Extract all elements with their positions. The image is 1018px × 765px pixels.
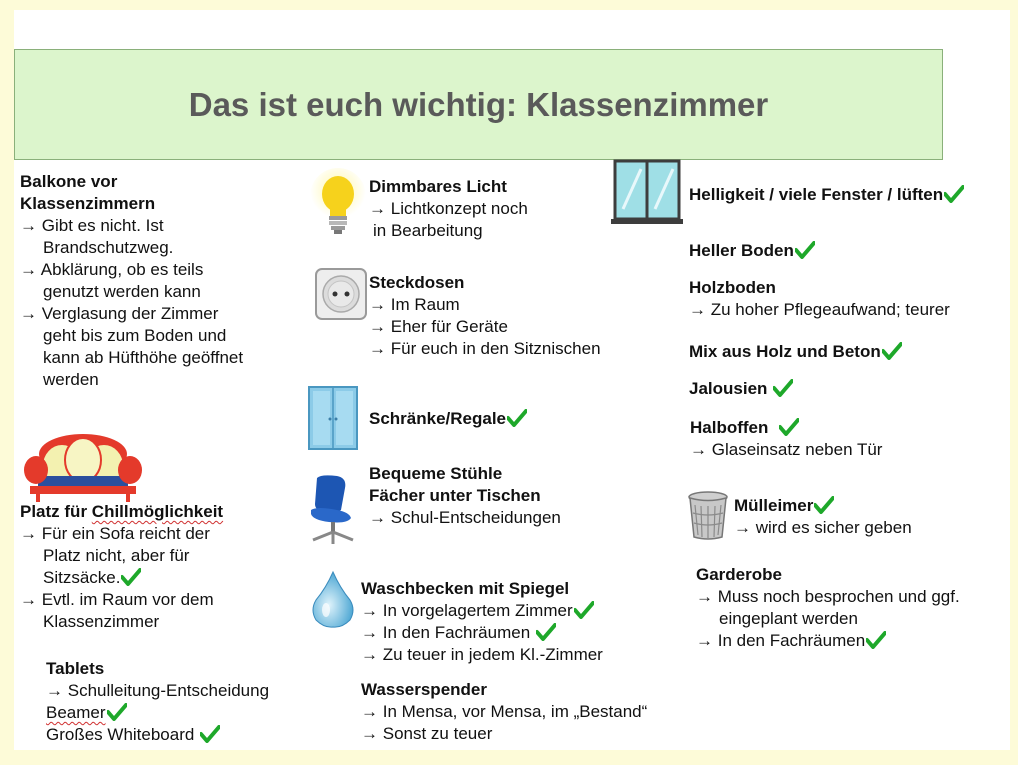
chair-icon bbox=[307, 474, 359, 546]
mix-block bbox=[689, 341, 902, 363]
arrow-icon: → bbox=[20, 304, 37, 323]
arrow-icon: → bbox=[369, 295, 386, 314]
licht-heading: Dimmbares Licht bbox=[369, 177, 507, 196]
lightbulb-icon bbox=[310, 166, 366, 242]
arrow-icon: → bbox=[690, 440, 707, 459]
arrow-icon: → bbox=[46, 681, 63, 700]
halboffen-block: Halboffen → Glaseinsatz neben Tür bbox=[690, 418, 883, 459]
mix-heading: Mix aus Holz und Beton bbox=[689, 342, 881, 361]
arrow-icon: → bbox=[369, 317, 386, 336]
arrow-icon: → bbox=[734, 518, 751, 537]
arrow-icon: → bbox=[689, 300, 706, 319]
checkmark-icon bbox=[814, 496, 834, 514]
checkmark-icon bbox=[121, 568, 141, 586]
heller-boden-heading: Heller Boden bbox=[689, 241, 794, 260]
helligkeit-heading: Helligkeit / viele Fenster / lüften bbox=[689, 185, 944, 204]
arrow-icon: → bbox=[20, 260, 37, 279]
holzboden-block: Holzboden → Zu hoher Pflegeaufwand; teurer bbox=[689, 278, 950, 319]
sofa-icon bbox=[24, 432, 142, 506]
whiteboard-label: Großes Whiteboard bbox=[46, 725, 195, 744]
checkmark-icon bbox=[507, 409, 527, 427]
balkone-heading-2: Klassenzimmern bbox=[20, 194, 156, 213]
helligkeit-block bbox=[689, 184, 964, 206]
checkmark-icon bbox=[773, 379, 793, 397]
stuehle-heading: Bequeme Stühle bbox=[369, 464, 503, 483]
steckdosen-block: Steckdosen → Im Raum → Eher für Geräte → Für euch in den Sitznischen bbox=[369, 273, 601, 358]
slide bbox=[14, 10, 1010, 750]
stuehle-block: Bequeme Stühle Fächer unter Tischen → Schul-Entscheidungen bbox=[369, 464, 561, 527]
holzboden-heading: Holzboden bbox=[689, 278, 776, 297]
checkmark-icon bbox=[107, 703, 127, 721]
arrow-icon: → bbox=[361, 724, 378, 743]
licht-block: Dimmbares Licht → Lichtkonzept noch in Bearbeitung bbox=[369, 177, 528, 240]
arrow-icon: → bbox=[361, 601, 378, 620]
muell-block: Mülleimer → wird es sicher geben bbox=[734, 496, 912, 537]
chill-heading: Chillmöglichkeit bbox=[91, 502, 224, 521]
arrow-icon: → bbox=[696, 631, 713, 650]
waschbecken-heading: Waschbecken mit Spiegel bbox=[361, 579, 570, 598]
beamer-label: Beamer bbox=[46, 703, 106, 722]
cabinet-icon bbox=[305, 385, 361, 453]
muell-heading: Mülleimer bbox=[734, 496, 814, 515]
water-drop-icon bbox=[310, 570, 356, 628]
garderobe-block: Garderobe → Muss noch besprochen und ggf. eingeplant werden → In den Fachräumen bbox=[696, 565, 960, 650]
arrow-icon: → bbox=[369, 199, 386, 218]
trash-bin-icon bbox=[687, 491, 729, 541]
tablets-block: Tablets → Schulleitung-Entscheidung Beamer Großes Whiteboard bbox=[46, 659, 270, 744]
arrow-icon: → bbox=[20, 590, 37, 609]
heller-boden-block bbox=[689, 240, 815, 262]
checkmark-icon bbox=[944, 185, 964, 203]
arrow-icon: → bbox=[696, 587, 713, 606]
arrow-icon: → bbox=[361, 702, 378, 721]
steckdosen-heading: Steckdosen bbox=[369, 273, 465, 292]
wasserspender-heading: Wasserspender bbox=[361, 680, 487, 699]
checkmark-icon bbox=[574, 601, 594, 619]
balkone-heading: Balkone vor bbox=[20, 172, 118, 191]
balkone-block: Balkone vor Klassenzimmern → Gibt es nicht. Ist Brandschutzweg. → Abklärung, ob es teils genutzt werden kann → Verglasung der Zimmer geht bis zum Boden und kann ab Hüfthöhe geöffnet werden bbox=[20, 172, 244, 389]
socket-icon bbox=[315, 268, 367, 320]
arrow-icon: → bbox=[20, 216, 37, 235]
checkmark-icon bbox=[779, 418, 799, 436]
checkmark-icon bbox=[200, 725, 220, 743]
wasserspender-block: Wasserspender → In Mensa, vor Mensa, im „Bestand“ → Sonst zu teuer bbox=[361, 680, 648, 743]
checkmark-icon bbox=[536, 623, 556, 641]
arrow-icon: → bbox=[361, 623, 378, 642]
jalousien-heading: Jalousien bbox=[689, 379, 768, 398]
jalousien-block bbox=[689, 378, 793, 400]
title-banner bbox=[14, 49, 943, 160]
faecher-heading: Fächer unter Tischen bbox=[369, 486, 541, 505]
arrow-icon: → bbox=[361, 645, 378, 664]
checkmark-icon bbox=[795, 241, 815, 259]
arrow-icon: → bbox=[369, 339, 386, 358]
schraenke-block bbox=[369, 408, 527, 430]
waschbecken-block: Waschbecken mit Spiegel → In vorgelagertem Zimmer → In den Fachräumen → Zu teuer in jedem Kl.-Zimmer bbox=[361, 579, 603, 664]
schraenke-heading: Schränke/Regale bbox=[369, 409, 507, 428]
chill-block: Platz für Chillmöglichkeit → Für ein Sofa reicht der Platz nicht, aber für Sitzsäcke. → Evtl. im Raum vor dem Klassenzimmer bbox=[20, 502, 224, 631]
arrow-icon: → bbox=[369, 508, 386, 527]
halboffen-heading: Halboffen bbox=[690, 418, 769, 437]
window-icon bbox=[611, 159, 683, 225]
page-title: Das ist euch wichtig: Klassenzimmer bbox=[188, 85, 769, 123]
garderobe-heading: Garderobe bbox=[696, 565, 782, 584]
checkmark-icon bbox=[882, 342, 902, 360]
arrow-icon: → bbox=[20, 524, 37, 543]
checkmark-icon bbox=[866, 631, 886, 649]
tablets-heading: Tablets bbox=[46, 659, 105, 678]
